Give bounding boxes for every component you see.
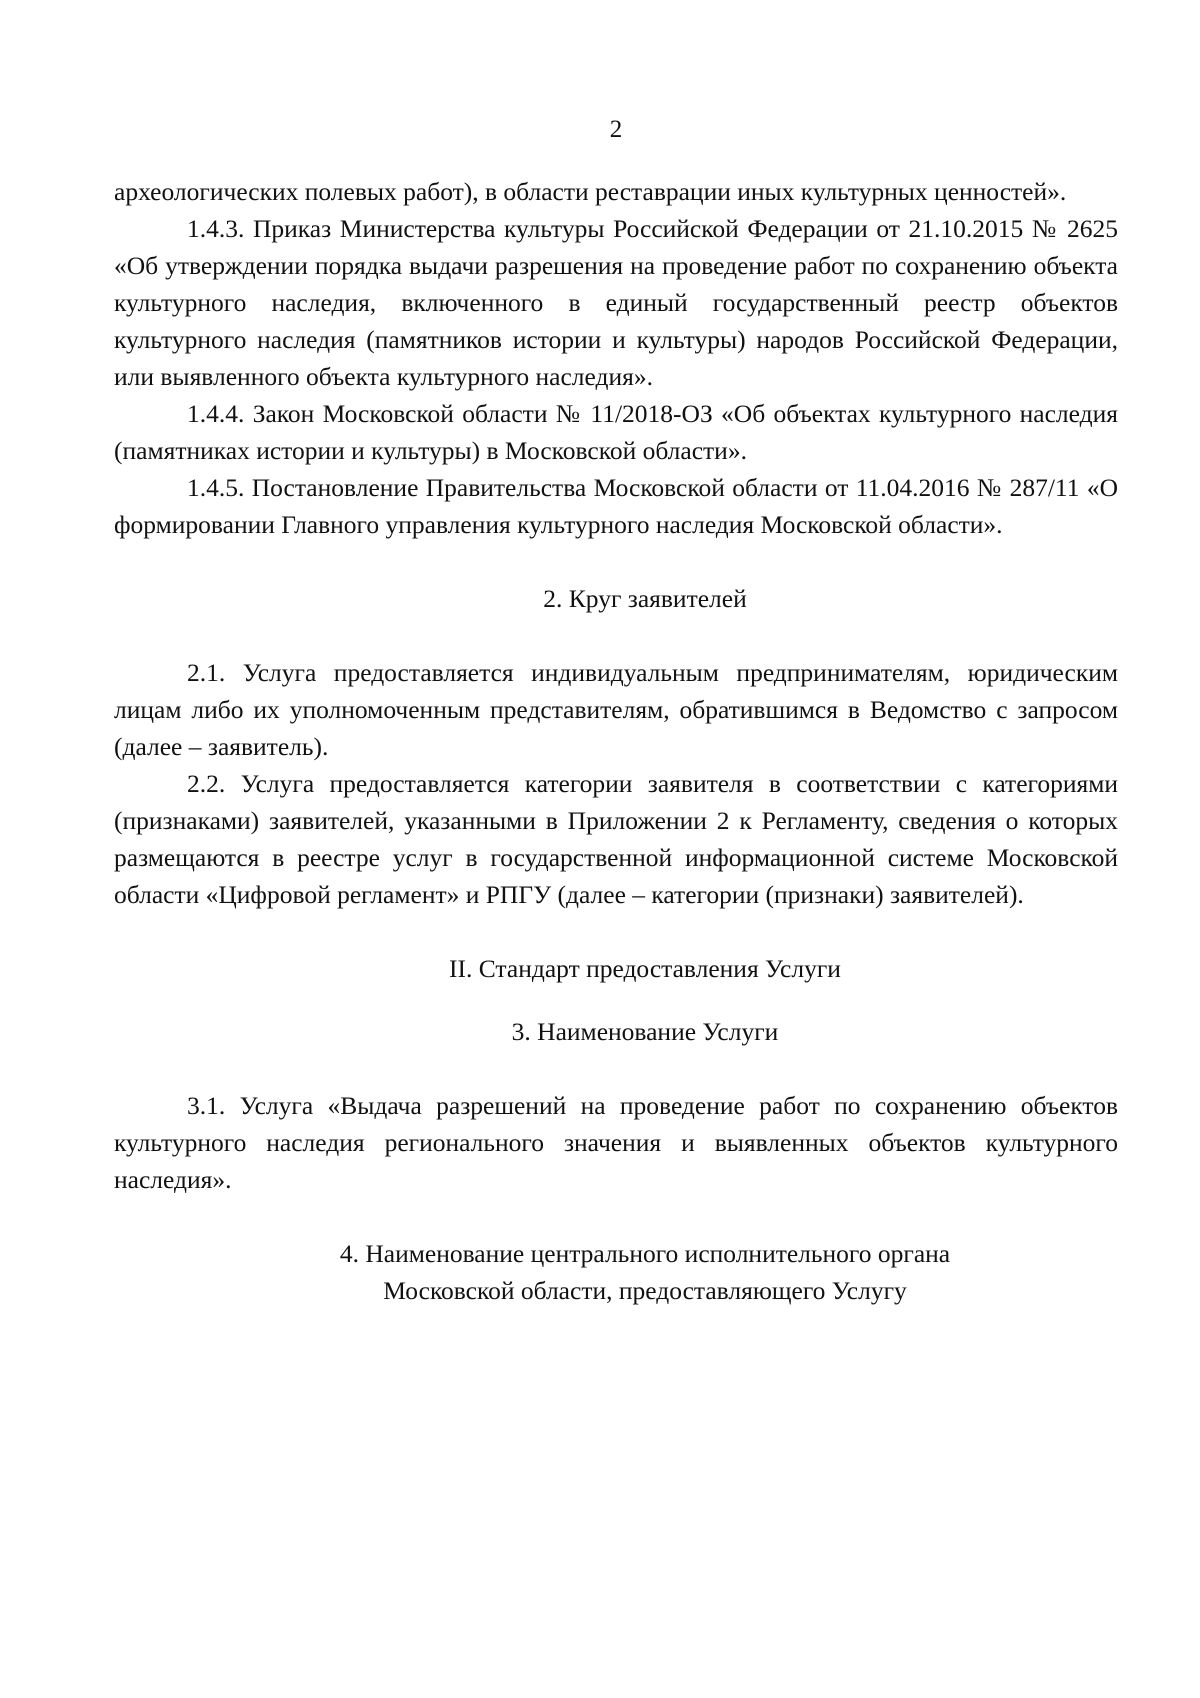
document-body bbox=[114, 173, 1118, 1309]
paragraph-3-1: 3.1. Услуга «Выдача разрешений на проведение работ по сохранению объектов культурного наследия регионального значения и выявленных объектов культурного наследия». bbox=[114, 1091, 1118, 1194]
section-heading-standard: II. Стандарт предоставления Услуги bbox=[449, 954, 841, 983]
paragraph-2-2: 2.2. Услуга предоставляется категории заявителя в соответствии с категориями (признаками) заявителей, указанными в Приложении 2 к Регламенту, сведения о которых размещаются в реестре услуг в государственной информационной системе Московской области «Цифровой регламент» и РПГУ (далее – категории (признаки) заявителей). bbox=[114, 769, 1118, 909]
paragraph-1-4-3: 1.4.3. Приказ Министерства культуры Российской Федерации от 21.10.2015 № 2625 «Об утверждении порядка выдачи разрешения на проведение работ по сохранению объекта культурного наследия, включенного в единый государственный реестр объектов культурного наследия (памятников истории и культуры) народов Российской Федерации, или выявленного объекта культурного наследия». bbox=[114, 214, 1118, 391]
section-heading-organ-line-2: Московской области, предоставляющего Услугу bbox=[383, 1276, 907, 1305]
paragraph-1-4-4: 1.4.4. Закон Московской области № 11/2018-ОЗ «Об объектах культурного наследия (памятниках истории и культуры) в Московской области». bbox=[114, 399, 1118, 465]
paragraph-continuation: археологических полевых работ), в области реставрации иных культурных ценностей». bbox=[114, 177, 1067, 206]
section-heading-organ-line-1: 4. Наименование центрального исполнительного органа bbox=[339, 1239, 951, 1268]
paragraph-1-4-5: 1.4.5. Постановление Правительства Московской области от 11.04.2016 № 287/11 «О формировании Главного управления культурного наследия Московской области». bbox=[114, 473, 1118, 539]
section-heading-applicants: 2. Круг заявителей bbox=[543, 584, 747, 613]
section-heading-service-name: 3. Наименование Услуги bbox=[511, 1017, 779, 1046]
section-heading-organ bbox=[114, 1235, 1118, 1309]
paragraph-2-1: 2.1. Услуга предоставляется индивидуальным предпринимателям, юридическим лицам либо их уполномоченным представителям, обратившимся в Ведомство с запросом (далее – заявитель). bbox=[114, 658, 1118, 761]
page-number: 2 bbox=[609, 116, 623, 143]
